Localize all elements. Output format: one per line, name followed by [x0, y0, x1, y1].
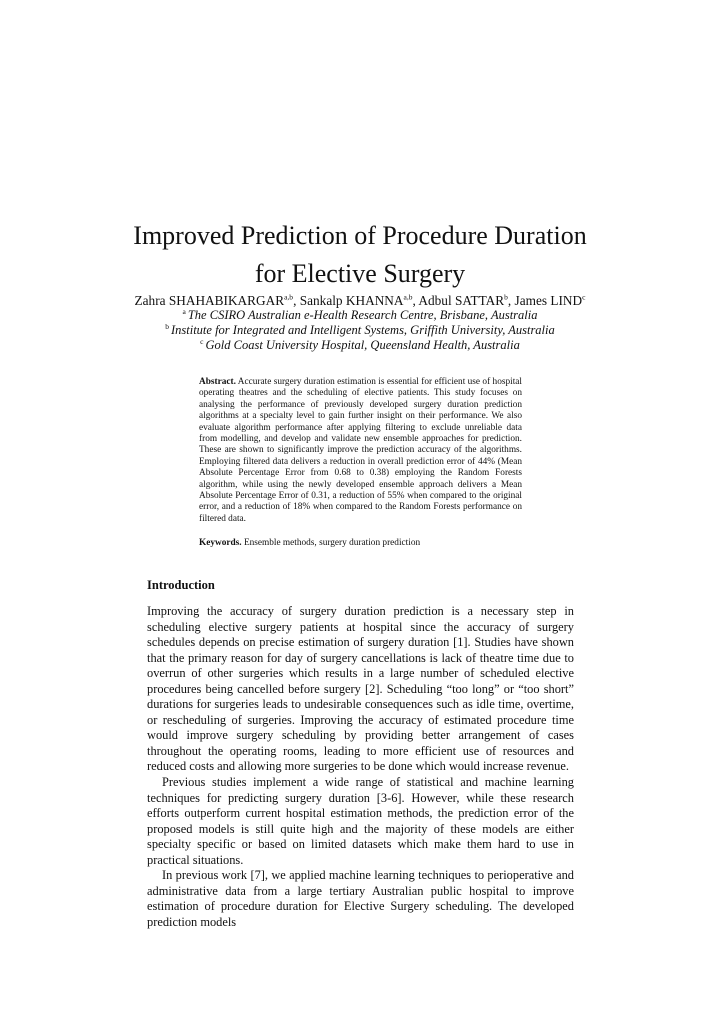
affiliation-text: Institute for Integrated and Intelligent Systems, Griffith University, Australia — [170, 323, 555, 337]
keywords-label: Keywords. — [199, 538, 242, 548]
author-separator: , — [507, 293, 515, 308]
author-name: Adbul SATTAR — [418, 293, 505, 308]
keywords-text: Ensemble methods, surgery duration prediction — [243, 538, 421, 548]
abstract-label: Abstract. — [199, 377, 236, 387]
section-heading: Introduction — [147, 578, 215, 592]
affiliation-text: Gold Coast University Hospital, Queensland Health, Australia — [205, 338, 520, 352]
author-affiliation-mark: c — [582, 292, 586, 302]
author-affiliation-mark: a,b — [284, 292, 294, 302]
author-name: Zahra SHAHABIKARGAR — [134, 293, 285, 308]
title-line-1: Improved Prediction of Procedure Duration — [133, 221, 587, 250]
affiliation-mark: c — [200, 336, 204, 346]
abstract-text: Accurate surgery duration estimation is essential for efficient use of hospital operating theatres and the scheduling of elective patients. This study focuses on analysing the performance of previously developed surgery duration prediction algorithms at a specialty level to gain further insight on their performance. We also evaluate algorithm performance after applying filtering to exclude unreliable data from modelling, and develop and validate new ensemble approaches for prediction. These are shown to significantly improve the prediction accuracy of the algorithms. Employing filtered data delivers a reduction in overall prediction error of 44% (Mean Absolute Percentage Error from 0.68 to 0.38) employing the Random Forests algorithm, while using the newly developed ensemble approach delivers a Mean Absolute Percentage Error of 0.31, a reduction of 55% when compared to the original error, and a reduction of 18% when compared to the Random Forests performance on filtered data. — [199, 377, 522, 524]
author-affiliation-mark: b — [504, 292, 508, 302]
affiliation — [0, 322, 720, 338]
abstract — [199, 377, 522, 525]
affiliation-text: The CSIRO Australian e-Health Research Centre, Brisbane, Australia — [187, 308, 538, 322]
section-body — [147, 604, 574, 930]
author-separator: , — [412, 293, 419, 308]
author-name: James LIND — [514, 293, 583, 308]
paper-title — [0, 217, 720, 293]
keywords — [199, 537, 522, 549]
affiliation — [0, 307, 720, 323]
body-paragraph: In previous work [7], we applied machine learning techniques to perioperative and administrative data from a large tertiary Australian public hospital to improve estimation of procedure duration for Elective Surgery scheduling. The developed prediction models — [147, 868, 574, 929]
title-line-2: for Elective Surgery — [254, 259, 466, 288]
author-affiliation-mark: a,b — [403, 292, 413, 302]
author-separator: , — [293, 293, 300, 308]
affiliation — [0, 337, 720, 353]
body-paragraph: Previous studies implement a wide range of statistical and machine learning techniques for predicting surgery duration [3-6]. However, while these research efforts outperform current hospital estimation methods, the prediction error of the proposed models is still quite high and the majority of these models are either specialty specific or based on limited datasets which make them hard to use in practical situations. — [147, 775, 574, 867]
affiliation-mark: b — [165, 321, 169, 331]
author-name: Sankalp KHANNA — [299, 293, 404, 308]
affiliation-mark: a — [182, 306, 186, 316]
body-paragraph: Improving the accuracy of surgery duration prediction is a necessary step in scheduling elective surgery patients at hospital since the accuracy of surgery schedules depends on precise estimation of surgery duration [1]. Studies have shown that the primary reason for day of surgery cancellations is lack of theatre time due to overrun of other surgeries which results in a large number of scheduled elective procedures being cancelled before surgery [2]. Scheduling “too long” or “too short” durations for surgeries leads to undesirable consequences such as idle time, overtime, or rescheduling of surgeries. Improving the accuracy of estimated procedure time would improve surgery scheduling by providing better arrangement of cases throughout the operating rooms, leading to more efficient use of resources and reduced costs and allowing more surgeries to be done which would increase revenue. — [147, 604, 574, 774]
